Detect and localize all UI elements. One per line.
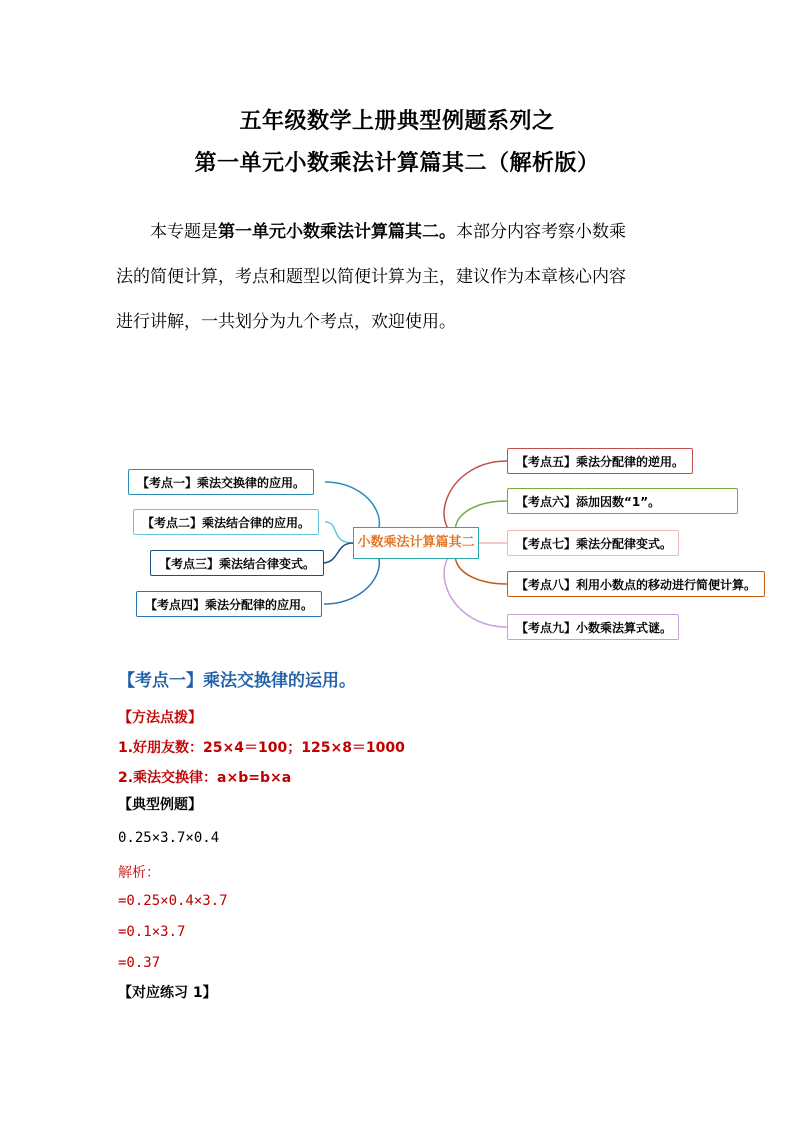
analysis-step-2: =0.1×3.7 bbox=[118, 924, 186, 940]
intro-line-3: 进行讲解，一共划分为九个考点，欢迎使用。 bbox=[116, 312, 456, 332]
intro-line-2: 法的简便计算，考点和题型以简便计算为主，建议作为本章核心内容 bbox=[116, 267, 626, 287]
mindmap-node-8: 【考点八】利用小数点的移动进行简便计算。 bbox=[507, 571, 765, 597]
analysis-label: 解析： bbox=[118, 865, 160, 881]
intro-rest: 本部分内容考察小数乘 bbox=[456, 222, 626, 242]
mindmap-node-9: 【考点九】小数乘法算式谜。 bbox=[507, 614, 679, 640]
method-heading: 【方法点拨】 bbox=[118, 710, 202, 726]
mindmap-node-2: 【考点二】乘法结合律的应用。 bbox=[133, 509, 319, 535]
example-problem: 0.25×3.7×0.4 bbox=[118, 830, 220, 846]
title-line-1: 五年级数学上册典型例题系列之 bbox=[239, 109, 555, 134]
title-line-2: 第一单元小数乘法计算篇其二（解析版） bbox=[194, 151, 600, 176]
mindmap-node-6: 【考点六】添加因数“1”。 bbox=[507, 488, 738, 514]
analysis-step-1: =0.25×0.4×3.7 bbox=[118, 893, 228, 909]
mindmap-node-1: 【考点一】乘法交换律的应用。 bbox=[128, 469, 314, 495]
method-line-1: 1.好朋友数：25×4＝100；125×8＝1000 bbox=[118, 740, 405, 756]
intro-pre: 本专题是 bbox=[150, 222, 218, 242]
example-heading: 【典型例题】 bbox=[118, 797, 202, 813]
mindmap-node-3: 【考点三】乘法结合律变式。 bbox=[150, 550, 324, 576]
connector-left-3 bbox=[322, 543, 353, 563]
section-heading: 【考点一】乘法交换律的运用。 bbox=[118, 671, 356, 691]
intro-bold: 第一单元小数乘法计算篇其二。 bbox=[218, 222, 456, 242]
analysis-step-3: =0.37 bbox=[118, 955, 161, 971]
connector-left-2 bbox=[325, 522, 353, 543]
method-line-2: 2.乘法交换律：a×b=b×a bbox=[118, 770, 292, 786]
mindmap-node-5: 【考点五】乘法分配律的逆用。 bbox=[507, 448, 693, 474]
practice-heading: 【对应练习 1】 bbox=[118, 985, 217, 1001]
mindmap-node-7: 【考点七】乘法分配律变式。 bbox=[507, 530, 679, 556]
mindmap-node-4: 【考点四】乘法分配律的应用。 bbox=[136, 591, 322, 617]
mindmap-center: 小数乘法计算篇其二 bbox=[353, 527, 479, 559]
